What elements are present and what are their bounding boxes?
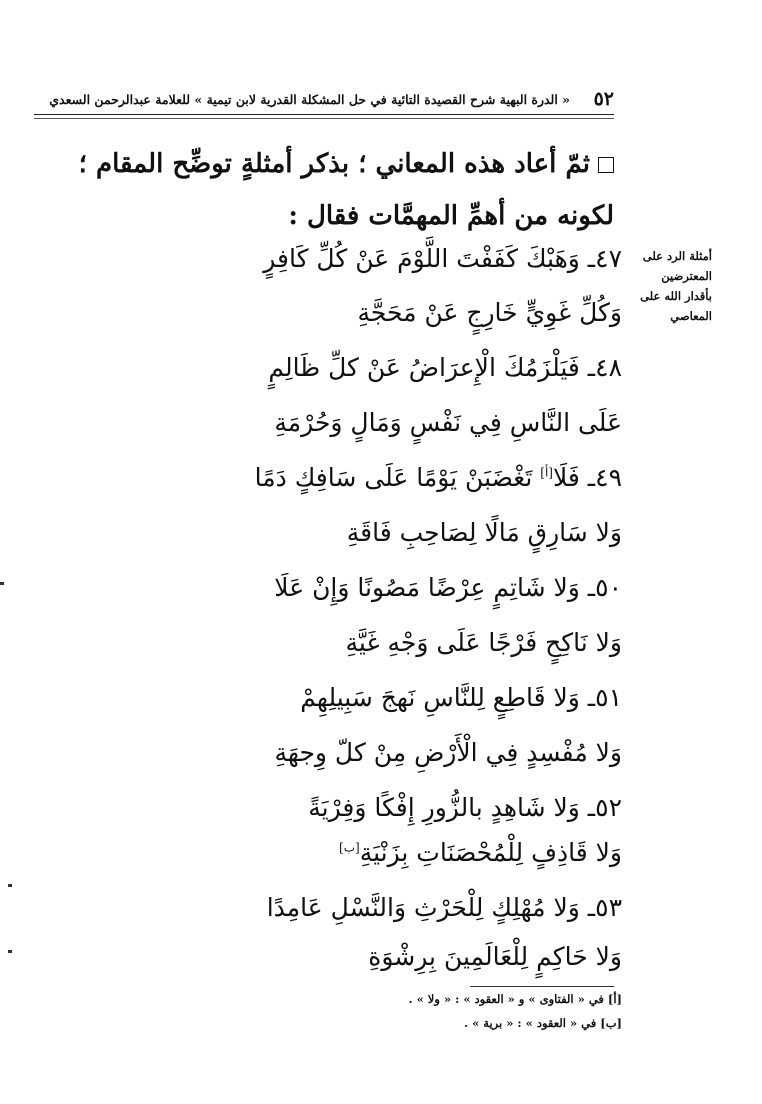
box-marker-icon [598, 157, 614, 173]
footnote-text: في « العقود » : « برية » . [464, 1016, 597, 1030]
verse-line [368, 942, 622, 971]
running-header [34, 88, 614, 112]
verse-hemistich-2: عَلَى النَّاسِ فِي نَفْسٍ وَمَالٍ وَحُرْمَةِ [274, 408, 622, 437]
verse-hemistich-1: وَلا شَاتِمٍ عِرْضًا مَصُونًا وَإِنْ عَلَا [274, 573, 580, 602]
footnote-text: في « الفتاوى » و « العقود » : « ولا » . [408, 992, 604, 1006]
scan-edge-mark [0, 582, 4, 585]
running-title: « الدرة البهية شرح القصيدة التائية في حل المشكلة القدرية لابن تيمية » للعلامة عبدالرحمن السعدي [49, 92, 570, 107]
verse-line [347, 518, 622, 547]
verse-hemistich-2: وَلا سَارِقٍ مَالًا لِصَاحِبِ فَاقَةِ [346, 518, 622, 547]
verse-hemistich-2: وَلا قَاذِفٍ لِلْمُحْصَنَاتِ بِزَنْيَةِ [359, 838, 622, 867]
verse-number: ٥١ [595, 683, 622, 712]
verse-number: ٤٧ [595, 244, 622, 273]
verse-line [346, 628, 622, 657]
verse-line: ٥٢ـ وَلا شَاهِدٍ بالزُّورِ إِفْكًا وَفِرْيَةً [308, 793, 622, 822]
verse-hemistich-1: وَلا مُهْلِكٍ لِلْحَرْثِ وَالنَّسْلِ عَامِدًا [266, 893, 580, 922]
header-rule-thin [34, 118, 614, 119]
verse-number: ٥٣ [595, 893, 622, 922]
margin-note: أمثلة الرد على المعترضين بأقدار الله على المعاصي [640, 249, 712, 323]
scan-edge-mark [8, 884, 12, 887]
verse-hemistich-2: وَلا مُفْسِدٍ فِي الْأَرْضِ مِنْ كلّ وِجهَةِ [274, 738, 622, 767]
scan-edge-mark [8, 950, 12, 953]
verse-hemistich-1: فَيَلْزَمُكَ الْإِعرَاضُ عَنْ كلِّ ظَالِمٍ [268, 353, 580, 382]
verse-hemistich-1: وَلا قَاطِعٍ لِلنَّاسِ نَهجَ سَبِيلِهِمْ [300, 683, 580, 712]
verse-line [339, 838, 622, 867]
verse-number: ٤٨ [595, 353, 622, 382]
footnote-ref[interactable]: [ب] [339, 840, 360, 855]
verse-hemistich-1: وَهَبْكَ كَفَفْتَ اللَّوْمَ عَنْ كُلِّ كَافِرٍ [263, 244, 580, 273]
verse-line: ٥١ـ وَلا قَاطِعٍ لِلنَّاسِ نَهجَ سَبِيلِهِمْ [300, 683, 622, 712]
verse-line: ٥٣ـ وَلا مُهْلِكٍ لِلْحَرْثِ وَالنَّسْلِ عَامِدًا [266, 893, 622, 922]
verse-number: ٥٠ [595, 573, 622, 602]
footnote-marker: [ب] [600, 1016, 622, 1030]
footnote-rule [470, 986, 614, 987]
verse-hemistich-1: وَلا شَاهِدٍ بالزُّورِ إِفْكًا وَفِرْيَةً [308, 793, 580, 822]
verse-hemistich-2: وَكُلِّ غَوِيٍّ خَارِجٍ عَنْ مَحَجَّةِ [357, 298, 622, 327]
intro-text: ثمّ أعاد هذه المعاني ؛ بذكر أمثلةٍ توضِّح المقام ؛ لكونه من أهمِّ المهمَّات فقال : [78, 149, 614, 231]
intro-paragraph [24, 138, 614, 242]
verse-hemistich-2: وَلا حَاكِمٍ لِلْعَالَمِينَ بِرِشْوَةِ [368, 942, 622, 971]
verse-line: ٥٠ـ وَلا شَاتِمٍ عِرْضًا مَصُونًا وَإِنْ عَلَا [274, 573, 622, 602]
footnote [409, 992, 622, 1006]
verse-word: فَلَا [552, 463, 580, 492]
page-number: ٥٢ [593, 88, 614, 110]
verse-number: ٥٢ [595, 793, 622, 822]
footnote-marker: [أ] [607, 992, 622, 1006]
verse-line [274, 408, 622, 437]
verse-number: ٤٩ [595, 463, 622, 492]
verse-line: ٤٩ـ فَلَا[أ] تَغْضَبَنْ يَوْمًا عَلَى سَافِكٍ دَمًا [254, 463, 622, 492]
verse-line [357, 298, 622, 327]
header-rule [34, 114, 614, 115]
verse-line: ٤٨ـ فَيَلْزَمُكَ الْإِعرَاضُ عَنْ كلِّ ظَالِمٍ [268, 353, 622, 382]
verse-line: ٤٧ـ وَهَبْكَ كَفَفْتَ اللَّوْمَ عَنْ كُلِّ كَافِرٍ [263, 244, 622, 273]
verse-hemistich-1: تَغْضَبَنْ يَوْمًا عَلَى سَافِكٍ دَمًا [254, 463, 533, 492]
verse-hemistich-2: وَلا نَاكِحٍ فَرْجًا عَلَى وَجْهِ غَيَّةِ [345, 628, 622, 657]
footnote-ref[interactable]: [أ] [540, 465, 553, 480]
verse-line [275, 738, 622, 767]
footnote [464, 1016, 622, 1030]
